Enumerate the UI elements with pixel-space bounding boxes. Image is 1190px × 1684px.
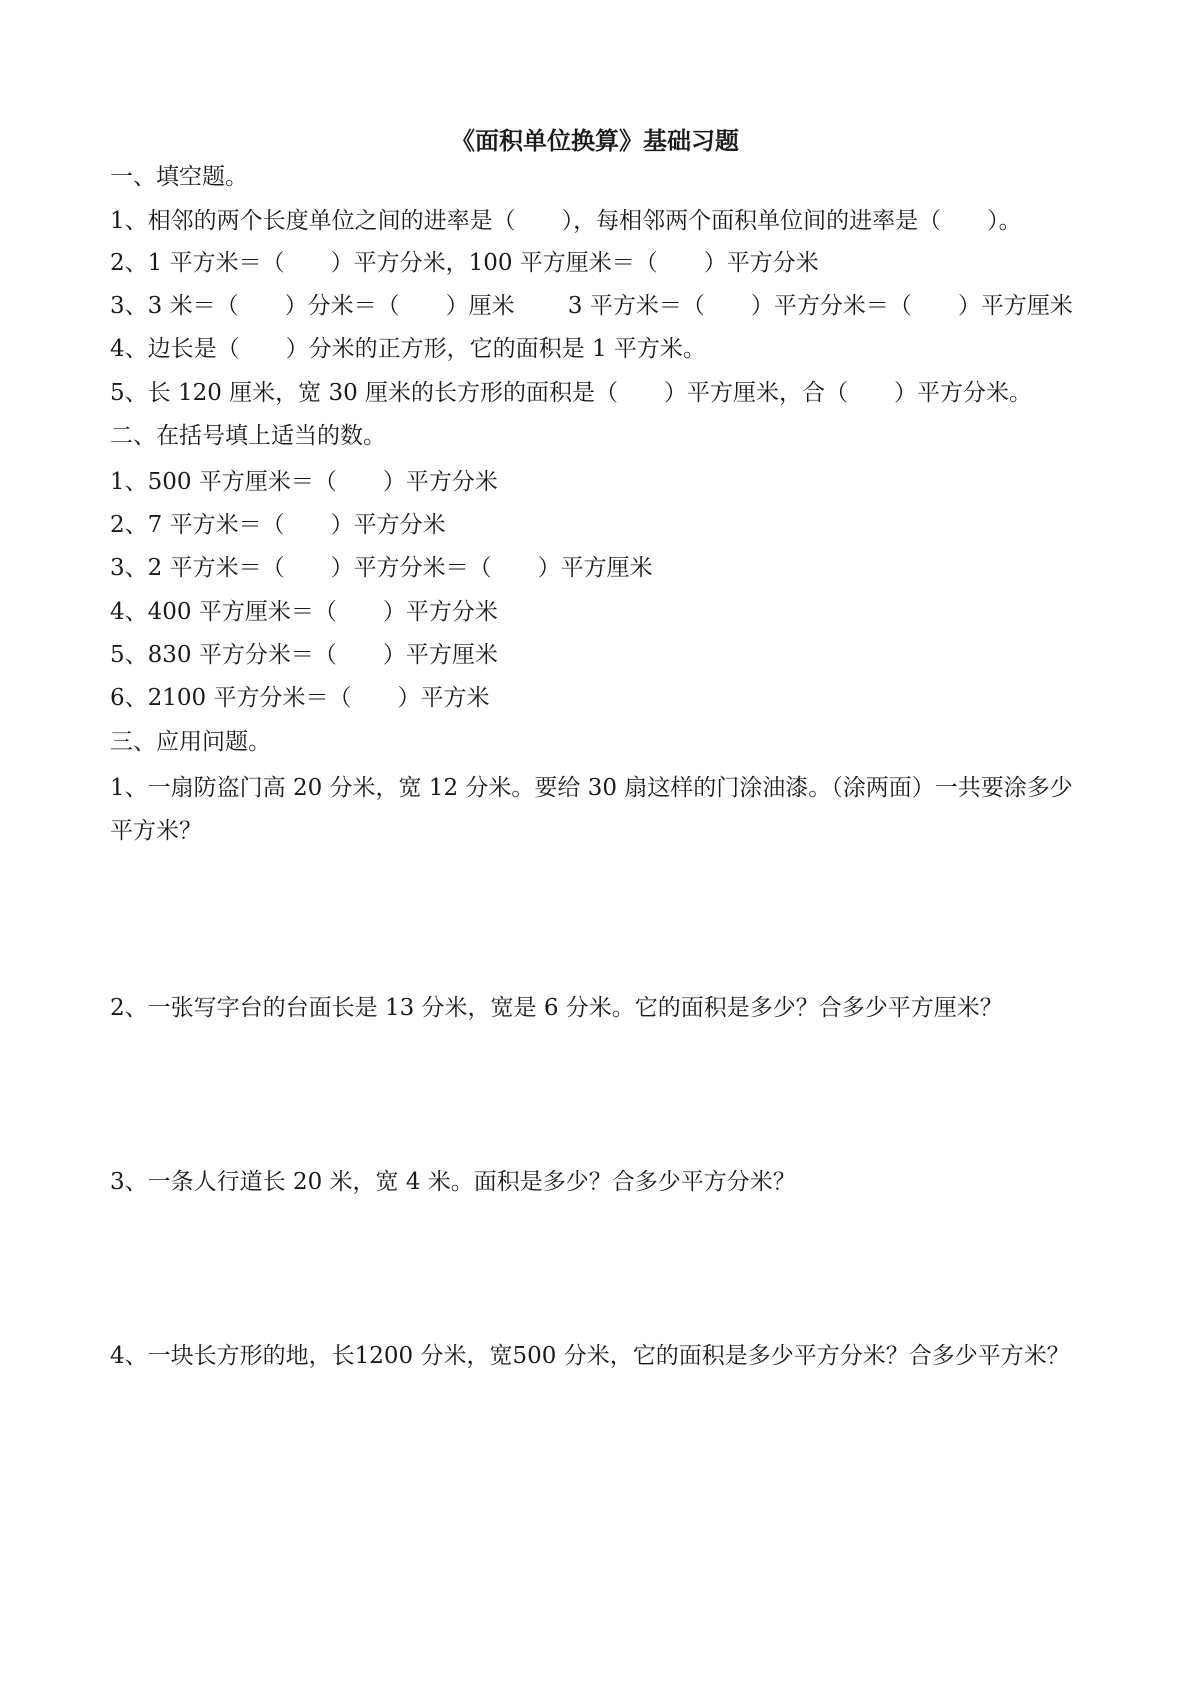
bracket-item-5: 5、830 平方分米＝（ ）平方厘米 bbox=[110, 642, 498, 668]
word-problem-1-line-2: 平方米？ bbox=[110, 818, 202, 844]
bracket-item-1: 1、500 平方厘米＝（ ）平方分米 bbox=[110, 469, 498, 495]
section-heading-applied: 三、应用问题。 bbox=[110, 729, 271, 755]
section-heading-fill-blank: 一、填空题。 bbox=[110, 164, 248, 190]
page-title: 《面积单位换算》基础习题 bbox=[451, 126, 739, 155]
word-problem-3: 3、一条人行道长 20 米，宽 4 米。面积是多少？合多少平方分米？ bbox=[110, 1169, 796, 1195]
bracket-item-3: 3、2 平方米＝（ ）平方分米＝（ ）平方厘米 bbox=[110, 555, 653, 581]
word-problem-4: 4、一块长方形的地，长1200 分米，宽500 分米，它的面积是多少平方分米？合多少平方米？ bbox=[110, 1343, 1070, 1369]
word-problem-1-line-1: 1、一扇防盗门高 20 分米，宽 12 分米。要给 30 扇这样的门涂油漆。（涂两面）一共要涂多少 bbox=[110, 775, 1073, 801]
bracket-item-2: 2、7 平方米＝（ ）平方分米 bbox=[110, 512, 446, 538]
section-heading-brackets: 二、在括号填上适当的数。 bbox=[110, 423, 386, 449]
fill-blank-item-3: 3、3 米＝（ ）分米＝（ ）厘米 3 平方米＝（ ）平方分米＝（ ）平方厘米 bbox=[110, 293, 1073, 319]
fill-blank-item-4: 4、边长是（ ）分米的正方形，它的面积是 1 平方米。 bbox=[110, 336, 706, 362]
bracket-item-4: 4、400 平方厘米＝（ ）平方分米 bbox=[110, 599, 498, 625]
fill-blank-item-1: 1、相邻的两个长度单位之间的进率是（ ），每相邻两个面积单位间的进率是（ ）。 bbox=[110, 208, 1022, 234]
fill-blank-item-2: 2、1 平方米＝（ ）平方分米，100 平方厘米＝（ ）平方分米 bbox=[110, 250, 819, 276]
fill-blank-item-5: 5、长 120 厘米，宽 30 厘米的长方形的面积是（ ）平方厘米，合（ ）平方分米。 bbox=[110, 380, 1033, 406]
bracket-item-6: 6、2100 平方分米＝（ ）平方米 bbox=[110, 685, 490, 711]
word-problem-2: 2、一张写字台的台面长是 13 分米，宽是 6 分米。它的面积是多少？合多少平方厘米？ bbox=[110, 995, 1003, 1021]
